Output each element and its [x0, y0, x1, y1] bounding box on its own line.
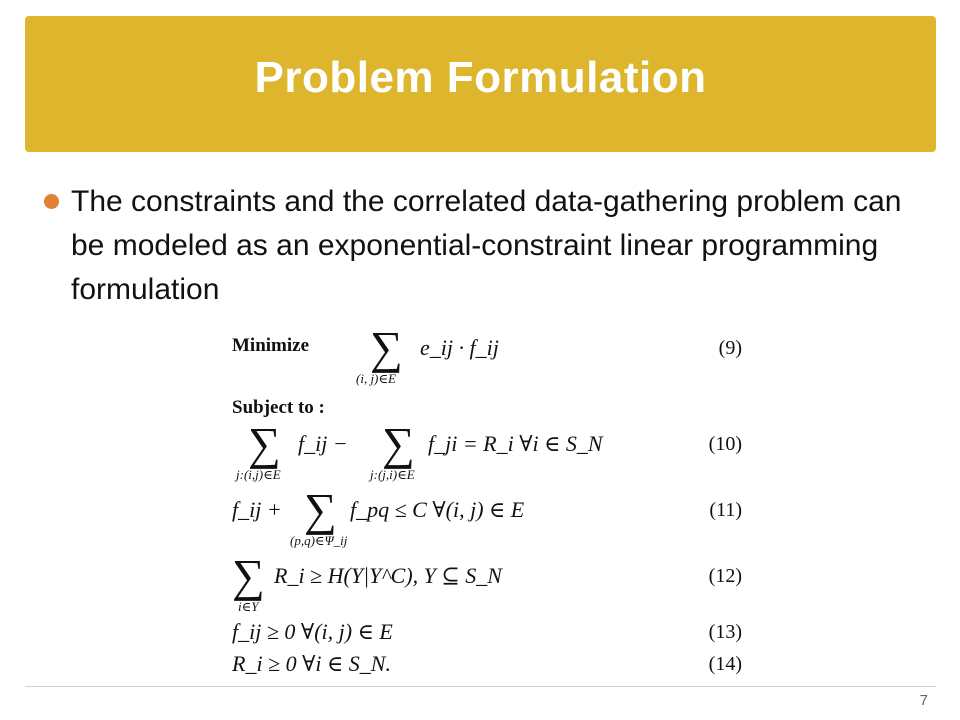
- sum-subscript: j:(i,j)∈E: [236, 467, 281, 482]
- sum-subscript: j:(j,i)∈E: [370, 467, 415, 482]
- equation-number: (10): [708, 433, 742, 455]
- expression-term: f_ij +: [232, 497, 282, 522]
- sum-subscript: (p,q)∈Ψ_ij: [290, 533, 348, 548]
- bullet-item: [44, 180, 914, 312]
- bullet-text: The constraints and the correlated data-gathering problem can be modeled as an exponential-constraint linear programming formulation: [71, 185, 902, 306]
- sum-symbol: ∑: [232, 550, 265, 601]
- expression-term: f_ij −: [298, 431, 348, 456]
- equation-number: (9): [718, 337, 742, 359]
- minimize-label: Minimize: [232, 335, 310, 356]
- expression-term: R_i ≥ 0 ∀i ∈ S_N.: [232, 651, 391, 676]
- sum-symbol: ∑: [370, 322, 403, 373]
- expression-term: f_ji = R_i ∀i ∈ S_N: [428, 431, 603, 456]
- title-bar: [25, 16, 936, 152]
- slide-title: Problem Formulation: [254, 53, 707, 102]
- footer-divider: [25, 686, 936, 687]
- equation-number: (14): [708, 653, 742, 675]
- sum-subscript: i∈Y: [238, 599, 259, 614]
- sum-symbol: ∑: [304, 484, 337, 535]
- expression-term: f_ij ≥ 0 ∀(i, j) ∈ E: [232, 619, 393, 644]
- equation-number: (12): [708, 565, 742, 587]
- bullet-dot-icon: [44, 194, 59, 209]
- equation-number: (13): [708, 621, 742, 643]
- expression-term: f_pq ≤ C ∀(i, j) ∈ E: [350, 497, 525, 522]
- objective-expression: e_ij · f_ij: [420, 335, 499, 360]
- sum-symbol: ∑: [382, 418, 415, 469]
- page-number: 7: [919, 692, 928, 709]
- sum-symbol: ∑: [248, 418, 281, 469]
- subject-to-label: Subject to :: [232, 397, 325, 418]
- formulation-image: [232, 322, 752, 690]
- expression-term: R_i ≥ H(Y|Y^C), Y ⊆ S_N: [274, 563, 502, 588]
- equation-number: (11): [709, 499, 742, 521]
- sum-subscript: (i, j)∈E: [356, 371, 396, 386]
